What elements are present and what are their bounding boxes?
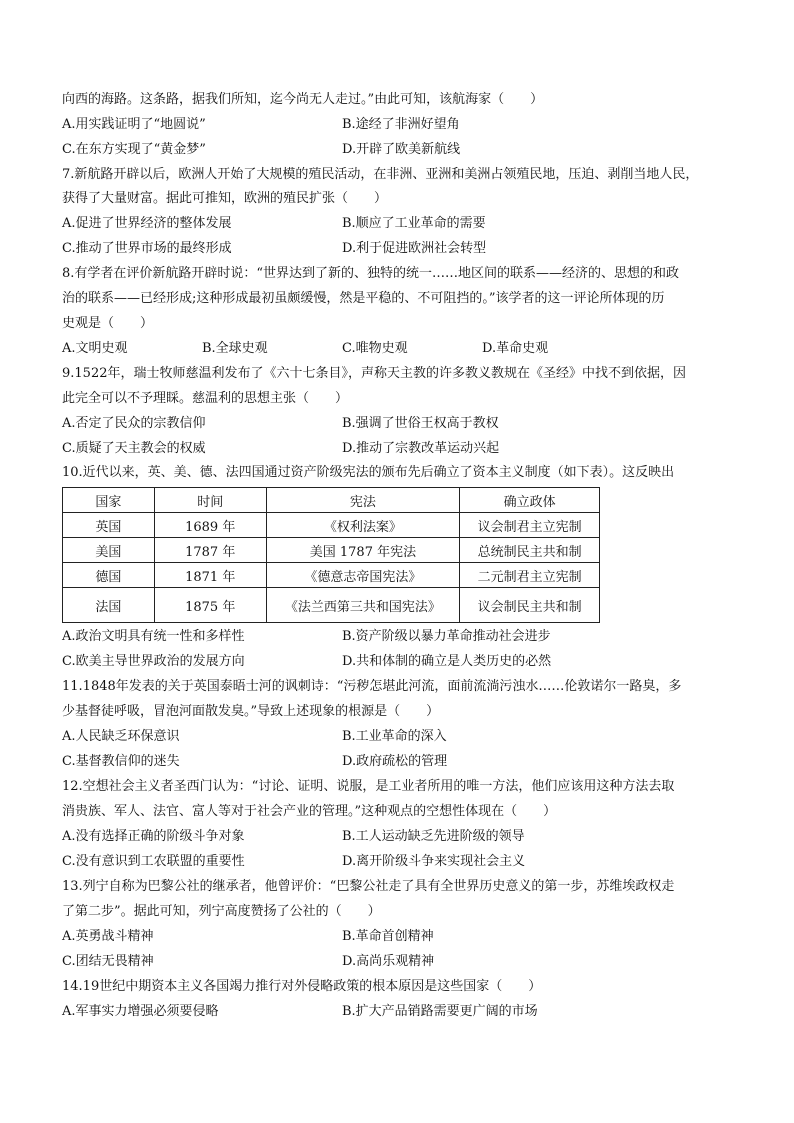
q9-option-c: C.质疑了天主教会的权威: [62, 441, 206, 456]
q9-stem-line2: 此完全可以不予理睬。慈温利的思想主张（ ）: [62, 391, 349, 406]
q7-option-c: C.推动了世界市场的最终形成: [62, 241, 232, 256]
table-header: 国家: [63, 488, 155, 513]
table-row: [63, 563, 600, 588]
q7-option-a: A.促进了世界经济的整体发展: [62, 216, 232, 231]
q7-stem-line2: 获得了大量财富。据此可推知，欧洲的殖民扩张（ ）: [62, 191, 388, 206]
table-row: [63, 588, 600, 623]
table-cell: 法国: [63, 588, 155, 623]
q11-stem-line2: 少基督徒呼吸，冒泡河面散发臭。”导致上述现象的根源是（ ）: [62, 704, 440, 719]
q10-stem: 10.近代以来，英、美、德、法四国通过资产阶级宪法的颁布先后确立了资本主义制度（如下表）。这反映出: [62, 465, 675, 480]
q8-option-c: C.唯物史观: [342, 341, 408, 356]
table-header: 确立政体: [460, 488, 600, 513]
q10-option-a: A.政治文明具有统一性和多样性: [62, 629, 245, 644]
q12-option-a: A.没有选择正确的阶级斗争对象: [62, 829, 245, 844]
q8-stem-line1: 8.有学者在评价新航路开辟时说：“世界达到了新的、独特的统一……地区间的联系——经济的、思想的和政: [62, 266, 680, 281]
q7-option-b: B.顺应了工业革命的需要: [342, 216, 486, 231]
q14-stem: 14.19世纪中期资本主义各国竭力推行对外侵略政策的根本原因是这些国家（ ）: [62, 979, 542, 994]
table-row: [63, 513, 600, 538]
table-header: 宪法: [266, 488, 460, 513]
q12-stem-line2: 消贵族、军人、法官、富人等对于社会产业的管理。”这种观点的空想性体现在（ ）: [62, 804, 557, 819]
q12-option-b: B.工人运动缺乏先进阶级的领导: [342, 829, 525, 844]
table-cell: 《法兰西第三共和国宪法》: [266, 588, 460, 623]
q10-option-c: C.欧美主导世界政治的发展方向: [62, 654, 245, 669]
q8-option-d: D.革命史观: [482, 341, 549, 356]
q14-option-a: A.军事实力增强必须要侵略: [62, 1004, 219, 1019]
table-cell: 德国: [63, 563, 155, 588]
table-cell: 美国: [63, 538, 155, 563]
table-cell: 议会制君主立宪制: [460, 513, 600, 538]
table-cell: 1871 年: [154, 563, 266, 588]
q11-option-a: A.人民缺乏环保意识: [62, 729, 180, 744]
q6-stem-end: 向西的海路。这条路，据我们所知，迄今尚无人走过。”由此可知，该航海家（ ）: [62, 92, 544, 107]
q8-stem-line2: 治的联系——已经形成;这种形成最初虽颇缓慢，然是平稳的、不可阻挡的。”该学者的这一评论所体现的历: [62, 291, 665, 306]
table-cell: 1689 年: [154, 513, 266, 538]
q11-option-c: C.基督教信仰的迷失: [62, 754, 180, 769]
table-header: 时间: [154, 488, 266, 513]
table-cell: 《权利法案》: [266, 513, 460, 538]
q10-option-b: B.资产阶级以暴力革命推动社会进步: [342, 629, 551, 644]
q9-option-a: A.否定了民众的宗教信仰: [62, 416, 206, 431]
q11-option-b: B.工业革命的深入: [342, 729, 447, 744]
q8-stem-line3: 史观是（ ）: [62, 316, 154, 331]
q14-option-b: B.扩大产品销路需要更广阔的市场: [342, 1004, 538, 1019]
q11-option-d: D.政府疏松的管理: [342, 754, 448, 769]
table-cell: 英国: [63, 513, 155, 538]
q13-option-a: A.英勇战斗精神: [62, 929, 154, 944]
table-cell: 总统制民主共和制: [460, 538, 600, 563]
table-cell: 1787 年: [154, 538, 266, 563]
q6-option-b: B.途经了非洲好望角: [342, 117, 460, 132]
q9-option-b: B.强调了世俗王权高于教权: [342, 416, 499, 431]
q9-stem-line1: 9.1522年，瑞士牧师慈温利发布了《六十七条目》，声称天主教的许多教义教规在《圣经》中找不到依据，因: [62, 366, 686, 381]
q7-option-d: D.利于促进欧洲社会转型: [342, 241, 487, 256]
constitution-table: [62, 487, 600, 623]
q10-option-d: D.共和体制的确立是人类历史的必然: [342, 654, 552, 669]
q13-option-d: D.高尚乐观精神: [342, 954, 435, 969]
q8-option-b: B.全球史观: [202, 341, 268, 356]
q13-stem-line1: 13.列宁自称为巴黎公社的继承者，他曾评价：“巴黎公社走了具有全世界历史意义的第一步，苏维埃政权走: [62, 879, 675, 894]
table-cell: 美国 1787 年宪法: [266, 538, 460, 563]
table-cell: 二元制君主立宪制: [460, 563, 600, 588]
q6-option-d: D.开辟了欧美新航线: [342, 142, 461, 157]
q6-option-a: A.用实践证明了“地圆说”: [62, 117, 206, 132]
table-cell: 《德意志帝国宪法》: [266, 563, 460, 588]
q13-stem-line2: 了第二步”。据此可知，列宁高度赞扬了公社的（ ）: [62, 904, 381, 919]
q8-option-a: A.文明史观: [62, 341, 128, 356]
q7-stem-line1: 7.新航路开辟以后，欧洲人开始了大规模的殖民活动，在非洲、亚洲和美洲占领殖民地，压迫、剥削当地人民，: [62, 167, 699, 182]
q12-stem-line1: 12.空想社会主义者圣西门认为：“讨论、证明、说服，是工业者所用的唯一方法，他们应该用这种方法去取: [62, 779, 675, 794]
q12-option-d: D.离开阶级斗争来实现社会主义: [342, 854, 526, 869]
q11-stem-line1: 11.1848年发表的关于英国泰晤士河的讽刺诗：“污秽怎堪此河流，面前流淌污浊水……伦敦诺尔一路臭，多: [62, 679, 682, 694]
q13-option-b: B.革命首创精神: [342, 929, 434, 944]
q13-option-c: C.团结无畏精神: [62, 954, 154, 969]
table-cell: 1875 年: [154, 588, 266, 623]
q9-option-d: D.推动了宗教改革运动兴起: [342, 441, 500, 456]
q6-option-c: C.在东方实现了“黄金梦”: [62, 142, 206, 157]
q12-option-c: C.没有意识到工农联盟的重要性: [62, 854, 245, 869]
table-header-row: [63, 488, 600, 513]
table-row: [63, 538, 600, 563]
table-cell: 议会制民主共和制: [460, 588, 600, 623]
